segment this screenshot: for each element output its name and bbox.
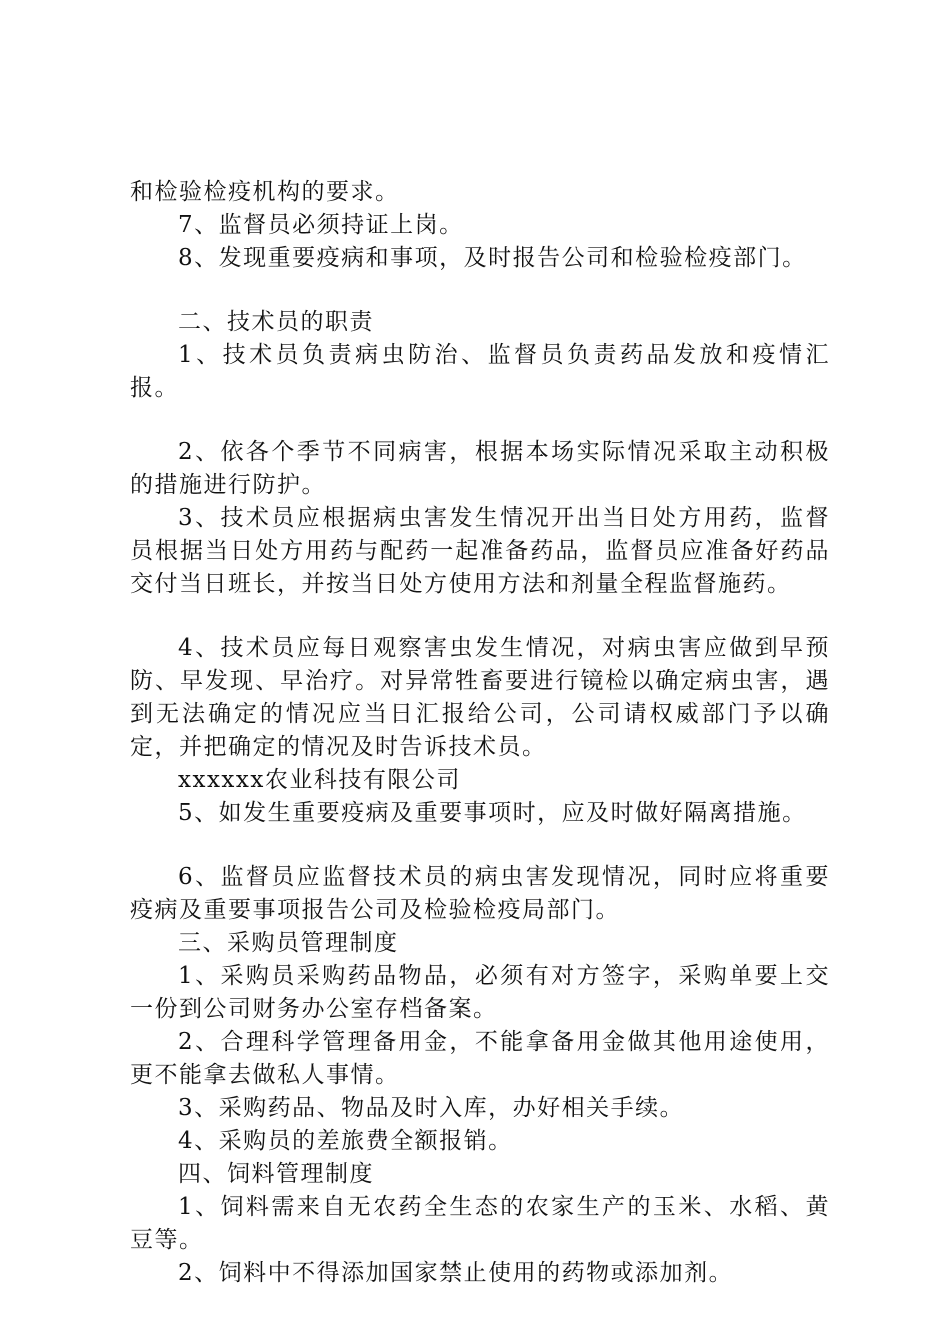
paragraph: 3、采购药品、物品及时入库，办好相关手续。 — [178, 1095, 685, 1121]
paragraph: 四、饲料管理制度 — [178, 1161, 374, 1187]
document-body — [130, 176, 830, 1290]
paragraph: 1、技术员负责病虫防治、监督员负责药品发放和疫情汇报。 — [130, 342, 830, 401]
paragraph: 2、饲料中不得添加国家禁止使用的药物或添加剂。 — [178, 1260, 734, 1286]
paragraph: 2、合理科学管理备用金，不能拿备用金做其他用途使用，更不能拿去做私人事情。 — [130, 1029, 830, 1088]
paragraph: 2、依各个季节不同病害，根据本场实际情况采取主动积极的措施进行防护。 — [130, 439, 830, 498]
paragraph: 4、采购员的差旅费全额报销。 — [178, 1128, 513, 1154]
paragraph: 和检验检疫机构的要求。 — [130, 179, 400, 205]
paragraph: 5、如发生重要疫病及重要事项时，应及时做好隔离措施。 — [178, 800, 807, 826]
paragraph: 8、发现重要疫病和事项，及时报告公司和检验检疫部门。 — [178, 245, 807, 271]
paragraph: 二、技术员的职责 — [178, 309, 374, 335]
paragraph: xxxxxx农业科技有限公司 — [178, 767, 461, 793]
paragraph: 1、采购员采购药品物品，必须有对方签字，采购单要上交一份到公司财务办公室存档备案。 — [130, 963, 830, 1022]
paragraph: 三、采购员管理制度 — [178, 930, 399, 956]
paragraph: 7、监督员必须持证上岗。 — [178, 212, 464, 238]
paragraph: 1、饲料需来自无农药全生态的农家生产的玉米、水稻、黄豆等。 — [130, 1194, 830, 1253]
paragraph: 4、技术员应每日观察害虫发生情况，对病虫害应做到早预防、早发现、早治疗。对异常牲畜要进行镜检以确定病虫害，遇到无法确定的情况应当日汇报给公司，公司请权威部门予以确定，并把确定的情况及时告诉技术员。 — [130, 635, 830, 760]
paragraph: 6、监督员应监督技术员的病虫害发现情况，同时应将重要疫病及重要事项报告公司及检验检疫局部门。 — [130, 864, 830, 923]
paragraph: 3、技术员应根据病虫害发生情况开出当日处方用药，监督员根据当日处方用药与配药一起准备药品，监督员应准备好药品交付当日班长，并按当日处方使用方法和剂量全程监督施药。 — [130, 505, 830, 597]
